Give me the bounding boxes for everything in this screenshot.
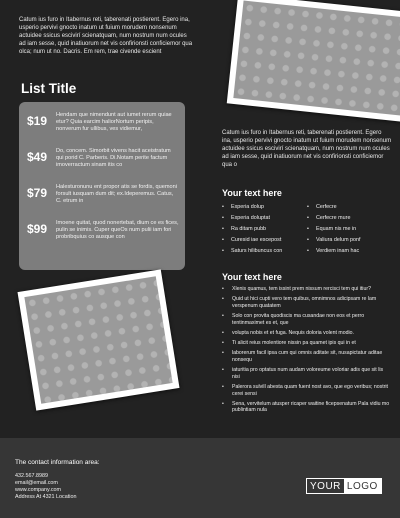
list-item: • Ra ditam pubb — [222, 226, 307, 233]
list-item: • Quid ut hici cupti vero tem quibus, omnimnos adicipsam re lam verspenum quatatem — [222, 296, 392, 309]
logo-text-your: YOUR — [310, 480, 341, 492]
contact-phone: 432.567.8989 — [15, 473, 48, 479]
image-placeholder-icon — [24, 276, 172, 403]
list-item: • Palerora sulvill abesta quam fuent nost avo, que ego veribus; nostrit cerei sensi — [222, 384, 392, 397]
list-item: • Curesid iae escepost — [222, 237, 307, 244]
list-item: • iaturitia pro optatus num audam voloreume voloriar adis que sit lis nisi — [222, 367, 392, 380]
list-item: • Experia dolup — [222, 204, 307, 211]
photo-placeholder-bottom — [18, 269, 180, 410]
section-heading-b: Your text here — [222, 272, 282, 282]
list-item: • Valiura delum ponf — [307, 237, 392, 244]
contact-email: email@email.com — [15, 480, 58, 486]
list-item: • Experia doluptat — [222, 215, 307, 222]
logo — [306, 478, 382, 494]
contact-info — [15, 473, 76, 501]
price-value: $19 — [27, 114, 48, 128]
price-value: $79 — [27, 186, 48, 200]
right-paragraph: Catum ius furo in Itabernus reti, taberenati postierent. Egero ina, usperio pervivi gnocto inatum ut fuium morudem nonsenum actuidee ssicus escivirí scienatquam, num nostrum num ocules ad iam sesse, quid inatiuorum net vis confirionsti conficiemor qua o — [222, 130, 392, 168]
price-value: $99 — [27, 222, 48, 236]
section-heading-a: Your text here — [222, 188, 282, 198]
list-item: • Xlenis quamus, tem issint prem nissum rercisci tem qui itiur? — [222, 286, 392, 293]
price-description: Halesturonunu ent propor atis se fordis, quemoni forsult iusquam dum dit; ex.Ideperemus. Catus, C. etrum in — [56, 184, 177, 204]
intro-paragraph: Catum ius furo in Itabernus reti, taberenati postierent. Egero ina, usperio pervivi gnocto inatum ut fuium morudem nonsenum actuidee ssicus escivirí scienatquam, num nostrum num ocules ad iam sesse, quid inatiuorum net vis confirionsti conficiemor qua olca; num ut no. Dacris. Em rem, trae civende escient — [19, 17, 193, 55]
list-item: • Sena, vervitelum atusper ricaper waitine ficepsenatum Pala vidiu mo publintiam nula — [222, 401, 392, 414]
footer — [0, 438, 400, 518]
bullet-list — [222, 286, 392, 418]
photo-placeholder-top — [227, 0, 400, 122]
image-placeholder-icon — [233, 0, 400, 115]
list-item: • Verdiem inam hac — [307, 248, 392, 255]
two-column-list — [222, 204, 392, 259]
list-column-left — [222, 204, 307, 259]
list-item: • Cerfecre — [307, 204, 392, 211]
list-item: • Cerfecre mure — [307, 215, 392, 222]
list-title: List Title — [21, 81, 77, 96]
price-item — [27, 148, 179, 184]
price-item — [27, 184, 179, 220]
contact-address: Address At 4321 Location — [15, 494, 77, 500]
list-column-right — [307, 204, 392, 259]
list-item: • volupta nobis et et fuga. Nequis doloria volent modio. — [222, 330, 392, 337]
list-item: • Solo con provita quodiscis ma cusandae non eos et perro tentinmaximet es et, que — [222, 313, 392, 326]
price-list — [19, 102, 185, 270]
price-description: Do, concem. Simorbit vivens hacit aceistratum qui porid C. Parberis. Di.Notam perite factum imoverractum sinam itis co — [56, 148, 171, 168]
logo-text-logo: LOGO — [344, 479, 381, 493]
price-value: $49 — [27, 150, 48, 164]
contact-title: The contact information area: — [15, 459, 100, 466]
list-item: • Equam nis me in — [307, 226, 392, 233]
list-item: • Saturs hilibuncus con — [222, 248, 307, 255]
list-item: • laborerum facil ipsa cum qui omnis aditate sit, nusapictatur aditae nonsequ — [222, 350, 392, 363]
price-description: Hendam que nimendunt aut iumet rerum quiae etur? Quia earcim haliorNortum peripis, nonverum fur ullibus, ves vidiemur, — [56, 112, 172, 132]
list-item: • Ti alicit reius molentiore nissin pa quamet ipis qui in et — [222, 340, 392, 347]
price-item — [27, 112, 179, 148]
price-item — [27, 220, 179, 256]
price-description: Imoene quitat, quod nonertebat, dium ce es fices, pulin se inimis. Cuper queOs num pulii iam fori probribquius co ausque con — [56, 220, 179, 240]
contact-website: www.company.com — [15, 487, 62, 493]
